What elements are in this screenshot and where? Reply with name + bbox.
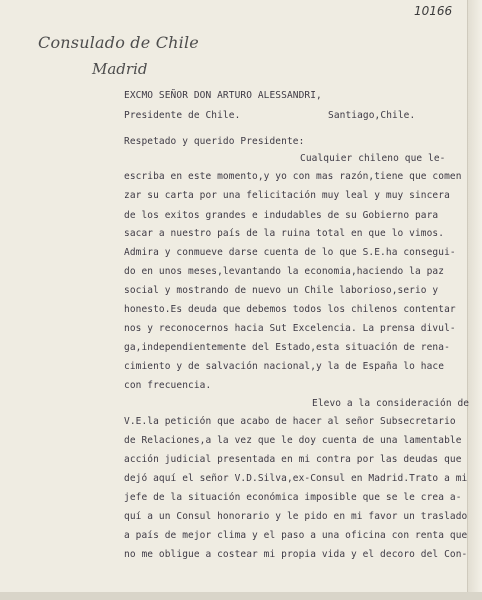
- body-line: cimiento y de salvación nacional,y la de España lo hace: [124, 361, 445, 372]
- letterhead-consulate: Consulado de Chile: [38, 33, 199, 52]
- body-line: acción judicial presentada en mi contra por las deudas que: [124, 454, 462, 465]
- body-line: de los exitos grandes e indudables de su Gobierno para: [124, 210, 439, 221]
- body-line: de Relaciones,a la vez que le doy cuenta de una lamentable: [124, 435, 462, 446]
- body-line: nos y reconocernos hacia Sut Excelencia. La prensa divul-: [124, 323, 456, 334]
- body-line: escriba en este momento,y yo con mas razón,tiene que comen: [124, 171, 462, 182]
- page-bottom-edge: [0, 592, 482, 600]
- body-line: a país de mejor clima y el paso a una oficina con renta que: [124, 530, 468, 541]
- place: Santiago,Chile.: [328, 110, 416, 121]
- body-line: Cualquier chileno que le-: [300, 153, 446, 164]
- letterhead-city: Madrid: [92, 60, 148, 78]
- body-line: con frecuencia.: [124, 380, 212, 391]
- body-line: no me obligue a costear mi propia vida y el decoro del Con-: [124, 549, 468, 560]
- body-line: Admira y conmueve darse cuenta de lo que S.E.ha consegui-: [124, 247, 456, 258]
- body-line: Elevo a la consideración de: [312, 398, 470, 409]
- body-line: V.E.la petición que acabo de hacer al señor Subsecretario: [124, 416, 456, 427]
- body-line: social y mostrando de nuevo un Chile laborioso,serio y: [124, 285, 439, 296]
- page-edge: [467, 0, 482, 600]
- archive-number: 10166: [414, 4, 453, 18]
- body-line: dejó aquí el señor V.D.Silva,ex-Consul en Madrid.Trato a mi: [124, 473, 468, 484]
- body-line: zar su carta por una felicitación muy leal y muy sincera: [124, 190, 450, 201]
- body-line: quí a un Consul honorario y le pido en mi favor un traslado: [124, 511, 468, 522]
- body-line: ga,independientemente del Estado,esta situación de rena-: [124, 342, 450, 353]
- addressee: EXCMO SEÑOR DON ARTURO ALESSANDRI,: [124, 90, 322, 101]
- body-line: sacar a nuestro país de la ruina total en que lo vimos.: [124, 228, 445, 239]
- body-line: honesto.Es deuda que debemos todos los chilenos contentar: [124, 304, 456, 315]
- body-line: do en unos meses,levantando la economia,haciendo la paz: [124, 266, 445, 277]
- body-line: jefe de la situación económica imposible que se le crea a-: [124, 492, 462, 503]
- addressee-title: Presidente de Chile.: [124, 110, 241, 121]
- salutation: Respetado y querido Presidente:: [124, 136, 305, 147]
